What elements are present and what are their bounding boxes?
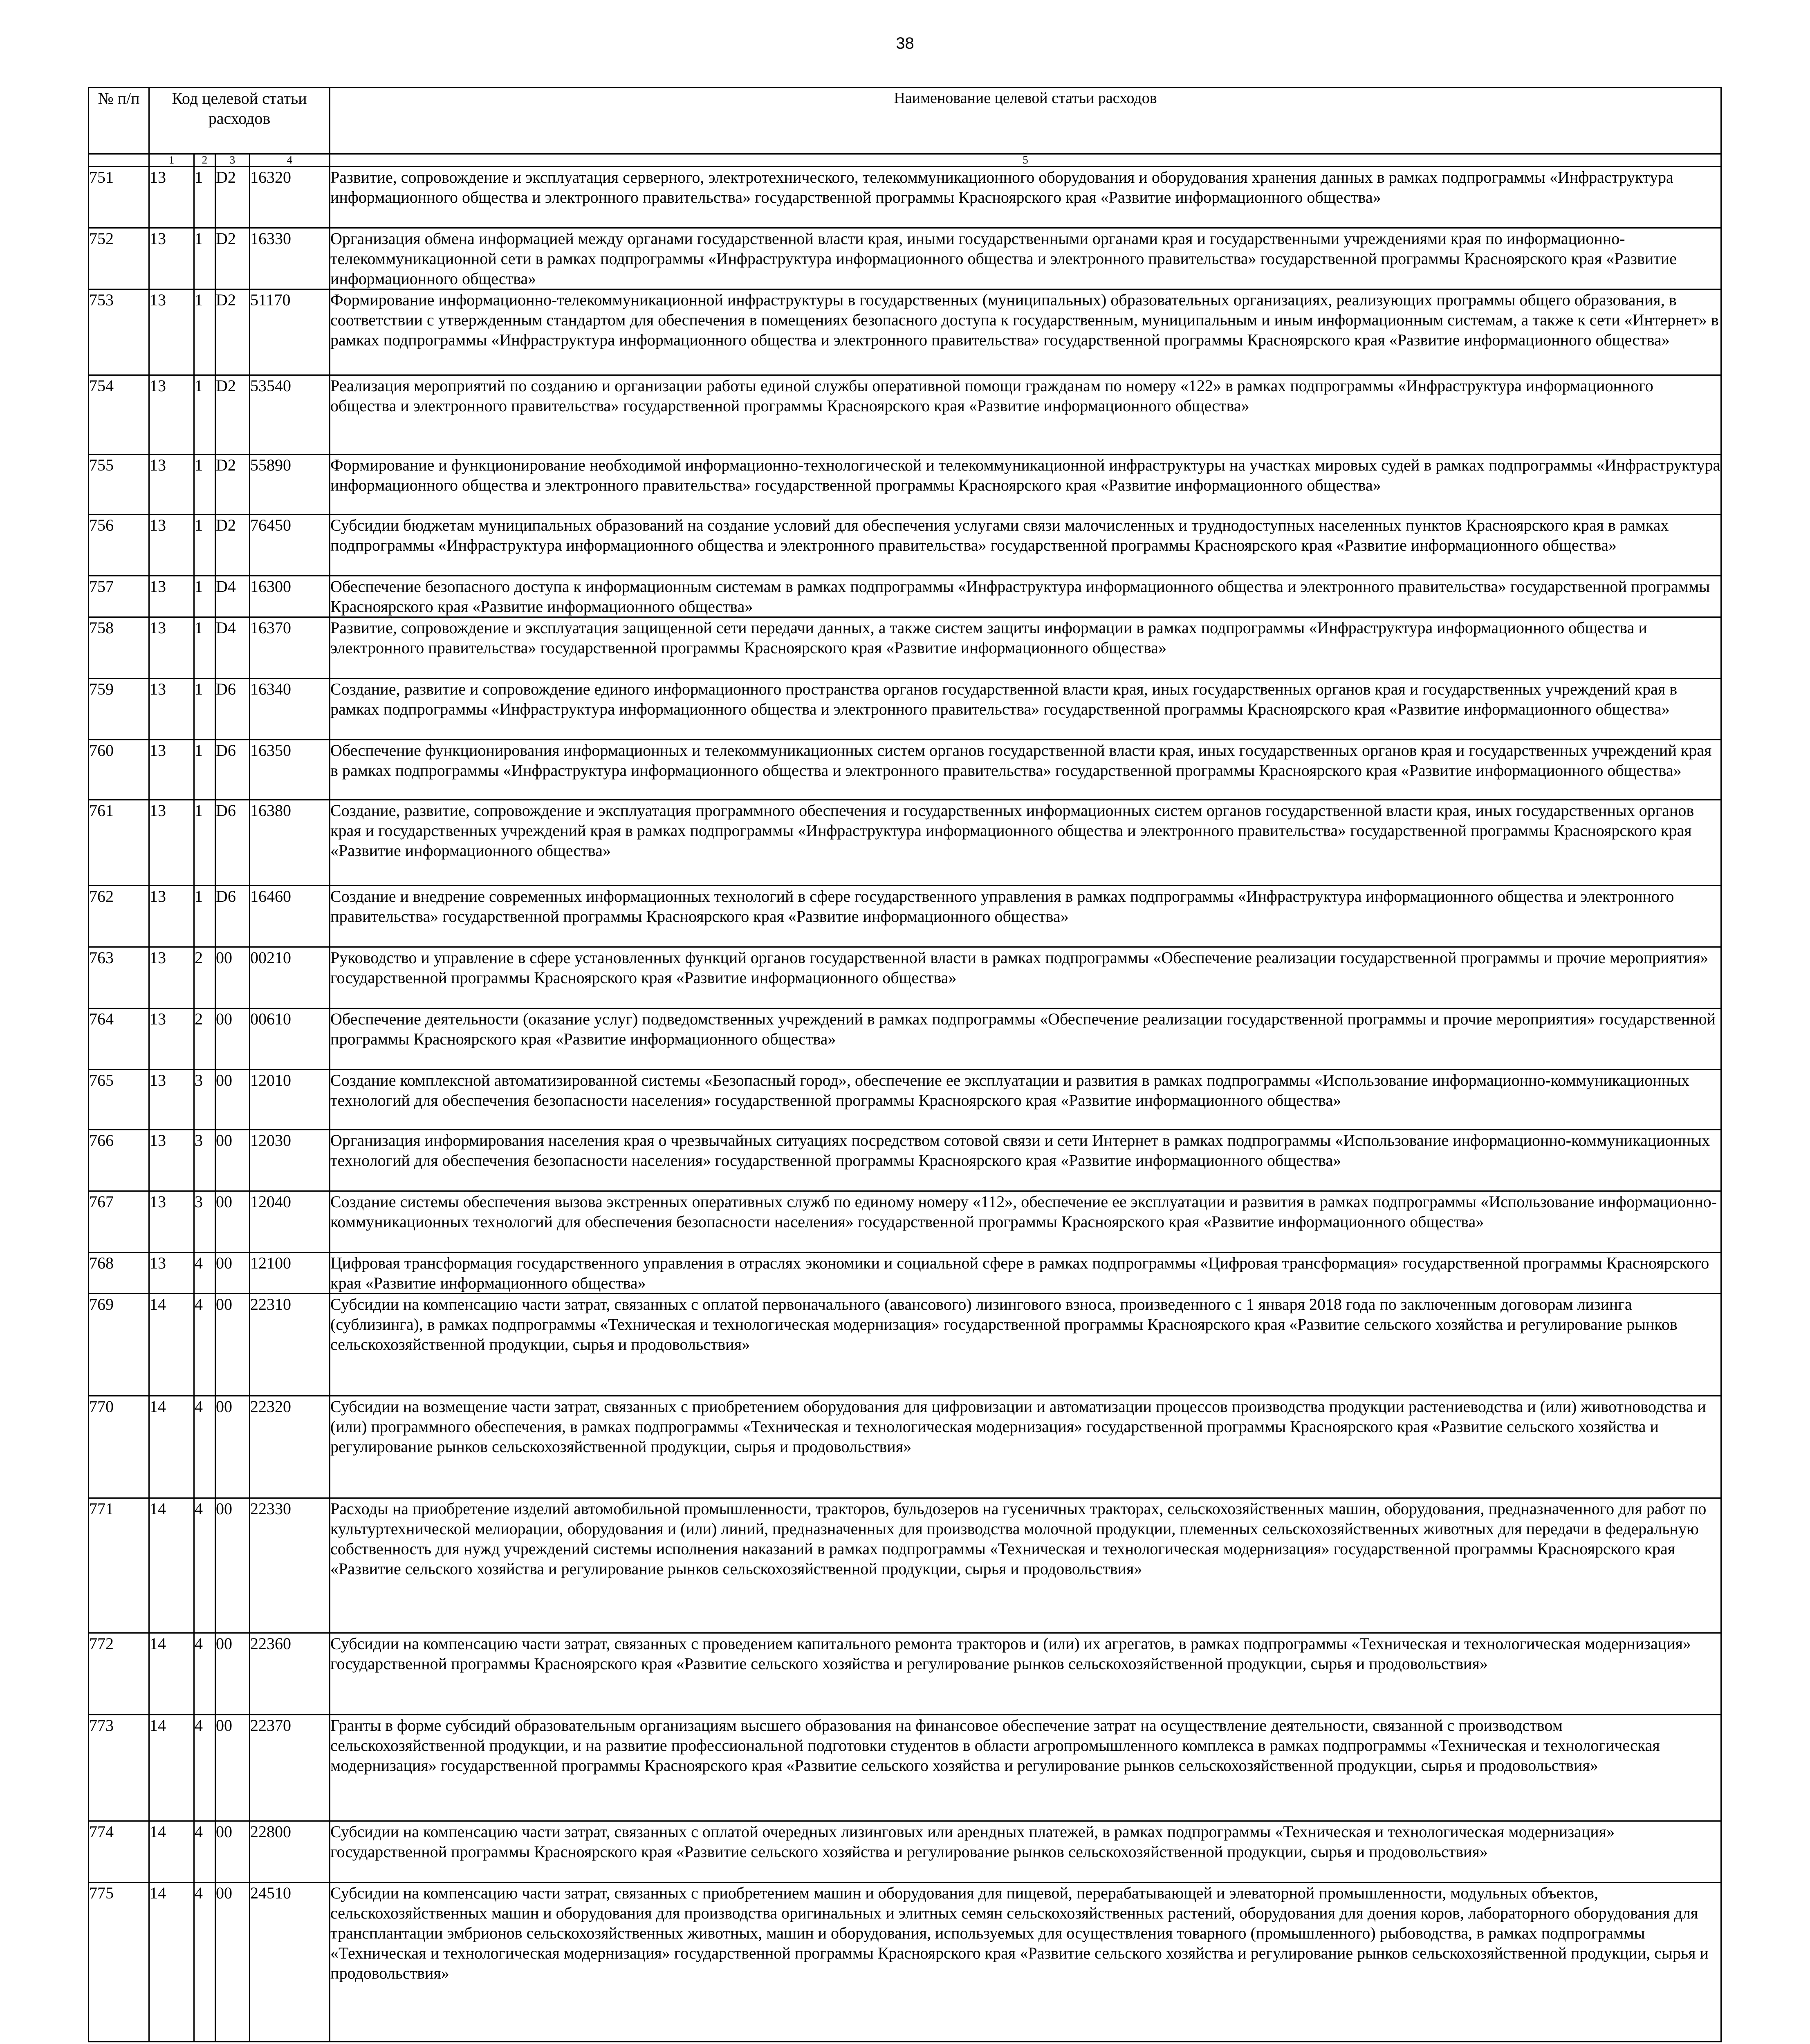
code-program: 14 xyxy=(149,1633,194,1715)
row-description: Реализация мероприятий по созданию и организации работы единой службы оперативной помощи гражданам по номеру «122» в рамках подпрограммы «Инфраструктура информационного общества и электронного правительства» государственной программы Красноярского края «Развитие информационного общества» xyxy=(330,375,1721,455)
code-program: 13 xyxy=(149,740,194,800)
row-description: Развитие, сопровождение и эксплуатация серверного, электротехнического, телекоммуникационного оборудования и оборудования хранения данных в рамках подпрограммы «Инфраструктура информационного общества и электронного правительства» государственной программы Красноярского края «Развитие информационного общества» xyxy=(330,167,1721,228)
code-program: 13 xyxy=(149,886,194,947)
code-program: 13 xyxy=(149,1009,194,1070)
code-direction: 00 xyxy=(215,1715,250,1821)
row-number: 755 xyxy=(89,455,149,515)
code-direction: 00 xyxy=(215,1070,250,1130)
code-subprogram: 2 xyxy=(194,1009,215,1070)
header-code: Код целевой статьи расходов xyxy=(149,88,330,154)
table-row xyxy=(89,800,1721,886)
code-program: 13 xyxy=(149,1253,194,1294)
code-program: 14 xyxy=(149,1821,194,1883)
code-subprogram: 3 xyxy=(194,1191,215,1253)
table-row xyxy=(89,617,1721,679)
row-description: Обеспечение функционирования информационных и телекоммуникационных систем органов государственной власти края, иных государственных органов края и государственных учреждений края в рамках подпрограммы «Инфраструктура информационного общества и электронного правительства» государственной программы Красноярского края «Развитие информационного общества» xyxy=(330,740,1721,800)
row-number: 772 xyxy=(89,1633,149,1715)
code-expense: 22800 xyxy=(250,1821,330,1883)
code-subprogram: 4 xyxy=(194,1633,215,1715)
row-description: Субсидии на компенсацию части затрат, связанных с оплатой очередных лизинговых или арендных платежей, в рамках подпрограммы «Техническая и технологическая модернизация» государственной программы Красноярского края «Развитие сельского хозяйства и регулирование рынков сельскохозяйственной продукции, сырья и продовольствия» xyxy=(330,1821,1721,1883)
row-description: Субсидии на компенсацию части затрат, связанных с оплатой первоначального (авансового) лизингового взноса, произведенного с 1 января 2018 года по заключенным договорам лизинга (сублизинга), в рамках подпрограммы «Техническая и технологическая модернизация» государственной программы Красноярского края «Развитие сельского хозяйства и регулирование рынков сельскохозяйственной продукции, сырья и продовольствия» xyxy=(330,1294,1721,1396)
code-program: 13 xyxy=(149,1191,194,1253)
code-subprogram: 1 xyxy=(194,740,215,800)
code-expense: 22360 xyxy=(250,1633,330,1715)
code-direction: D4 xyxy=(215,576,250,617)
budget-table xyxy=(88,87,1722,2042)
code-direction: D2 xyxy=(215,455,250,515)
row-number: 757 xyxy=(89,576,149,617)
table-row xyxy=(89,947,1721,1009)
code-direction: 00 xyxy=(215,1633,250,1715)
code-program: 13 xyxy=(149,679,194,740)
column-number-5: 5 xyxy=(330,154,1721,167)
row-number: 767 xyxy=(89,1191,149,1253)
row-number: 771 xyxy=(89,1498,149,1633)
code-expense: 00210 xyxy=(250,947,330,1009)
row-number: 754 xyxy=(89,375,149,455)
table-row xyxy=(89,515,1721,576)
code-direction: 00 xyxy=(215,1130,250,1191)
code-expense: 16330 xyxy=(250,228,330,289)
code-program: 13 xyxy=(149,289,194,375)
row-number: 758 xyxy=(89,617,149,679)
code-program: 13 xyxy=(149,455,194,515)
code-subprogram: 1 xyxy=(194,289,215,375)
code-expense: 51170 xyxy=(250,289,330,375)
code-direction: 00 xyxy=(215,1009,250,1070)
code-subprogram: 1 xyxy=(194,886,215,947)
table-row xyxy=(89,1191,1721,1253)
table-row xyxy=(89,1130,1721,1191)
code-subprogram: 3 xyxy=(194,1130,215,1191)
code-program: 14 xyxy=(149,1883,194,2042)
table-row xyxy=(89,1821,1721,1883)
code-expense: 76450 xyxy=(250,515,330,576)
code-subprogram: 1 xyxy=(194,375,215,455)
table-row xyxy=(89,679,1721,740)
table-row xyxy=(89,1498,1721,1633)
row-description: Расходы на приобретение изделий автомобильной промышленности, тракторов, бульдозеров на гусеничных тракторах, сельскохозяйственных машин, оборудования, предназначенного для работ по культуртехнической мелиорации, оборудования и (или) линий, предназначенных для производства молочной продукции, племенных сельскохозяйственных животных для передачи в федеральную собственность для нужд учреждений системы исполнения наказаний в рамках подпрограммы «Техническая и технологическая модернизация» государственной программы Красноярского края «Развитие сельского хозяйства и регулирование рынков сельскохозяйственной продукции, сырья и продовольствия» xyxy=(330,1498,1721,1633)
table-row xyxy=(89,1294,1721,1396)
row-number: 768 xyxy=(89,1253,149,1294)
code-expense: 12010 xyxy=(250,1070,330,1130)
row-description: Обеспечение деятельности (оказание услуг) подведомственных учреждений в рамках подпрограммы «Обеспечение реализации государственной программы и прочие мероприятия» государственной программы Красноярского края «Развитие информационного общества» xyxy=(330,1009,1721,1070)
code-direction: D2 xyxy=(215,167,250,228)
row-description: Создание, развитие и сопровождение единого информационного пространства органов государственной власти края, иных государственных органов края и государственных учреждений края в рамках подпрограммы «Инфраструктура информационного общества и электронного правительства» государственной программы Красноярского края «Развитие информационного общества» xyxy=(330,679,1721,740)
code-program: 13 xyxy=(149,947,194,1009)
table-row xyxy=(89,375,1721,455)
column-number-4: 4 xyxy=(250,154,330,167)
table-row xyxy=(89,576,1721,617)
code-expense: 24510 xyxy=(250,1883,330,2042)
code-program: 13 xyxy=(149,167,194,228)
code-expense: 53540 xyxy=(250,375,330,455)
row-number: 760 xyxy=(89,740,149,800)
code-subprogram: 4 xyxy=(194,1498,215,1633)
row-number: 775 xyxy=(89,1883,149,2042)
code-direction: 00 xyxy=(215,1191,250,1253)
row-number: 756 xyxy=(89,515,149,576)
code-direction: D6 xyxy=(215,740,250,800)
code-program: 13 xyxy=(149,228,194,289)
code-expense: 16350 xyxy=(250,740,330,800)
code-subprogram: 4 xyxy=(194,1396,215,1498)
code-program: 14 xyxy=(149,1498,194,1633)
table-row xyxy=(89,1070,1721,1130)
row-number: 753 xyxy=(89,289,149,375)
code-direction: 00 xyxy=(215,1821,250,1883)
row-description: Субсидии бюджетам муниципальных образований на создание условий для обеспечения услугами связи малочисленных и труднодоступных населенных пунктов Красноярского края в рамках подпрограммы «Инфраструктура информационного общества и электронного правительства» государственной программы Красноярского края «Развитие информационного общества» xyxy=(330,515,1721,576)
code-program: 14 xyxy=(149,1715,194,1821)
row-number: 773 xyxy=(89,1715,149,1821)
row-description: Формирование и функционирование необходимой информационно-технологической и телекоммуникационной инфраструктуры на участках мировых судей в рамках подпрограммы «Инфраструктура информационного общества и электронного правительства» государственной программы Красноярского края «Развитие информационного общества» xyxy=(330,455,1721,515)
table-row xyxy=(89,1396,1721,1498)
code-program: 13 xyxy=(149,515,194,576)
table-row xyxy=(89,228,1721,289)
code-program: 13 xyxy=(149,617,194,679)
code-program: 13 xyxy=(149,576,194,617)
code-subprogram: 3 xyxy=(194,1070,215,1130)
row-description: Создание и внедрение современных информационных технологий в сфере государственного управления в рамках подпрограммы «Инфраструктура информационного общества и электронного правительства» государственной программы Красноярского края «Развитие информационного общества» xyxy=(330,886,1721,947)
code-program: 13 xyxy=(149,1070,194,1130)
row-description: Развитие, сопровождение и эксплуатация защищенной сети передачи данных, а также систем защиты информации в рамках подпрограммы «Инфраструктура информационного общества и электронного правительства» государственной программы Красноярского края «Развитие информационного общества» xyxy=(330,617,1721,679)
table-row xyxy=(89,167,1721,228)
row-number: 765 xyxy=(89,1070,149,1130)
code-program: 14 xyxy=(149,1294,194,1396)
row-description: Создание системы обеспечения вызова экстренных оперативных служб по единому номеру «112», обеспечение ее эксплуатации и развития в рамках подпрограммы «Использование информационно-коммуникационных технологий для обеспечения безопасности населения» государственной программы Красноярского края «Развитие информационного общества» xyxy=(330,1191,1721,1253)
table-row xyxy=(89,1715,1721,1821)
code-subprogram: 1 xyxy=(194,455,215,515)
code-subprogram: 1 xyxy=(194,617,215,679)
code-expense: 16370 xyxy=(250,617,330,679)
code-expense: 12040 xyxy=(250,1191,330,1253)
code-direction: D6 xyxy=(215,886,250,947)
code-program: 13 xyxy=(149,375,194,455)
code-program: 14 xyxy=(149,1396,194,1498)
row-description: Субсидии на возмещение части затрат, связанных с приобретением оборудования для цифровизации и автоматизации процессов производства продукции растениеводства и (или) животноводства и (или) программного обеспечения, в рамках подпрограммы «Техническая и технологическая модернизация» государственной программы Красноярского края «Развитие сельского хозяйства и регулирование рынков сельскохозяйственной продукции, сырья и продовольствия» xyxy=(330,1396,1721,1498)
code-direction: D2 xyxy=(215,228,250,289)
row-number: 763 xyxy=(89,947,149,1009)
code-expense: 12030 xyxy=(250,1130,330,1191)
row-description: Обеспечение безопасного доступа к информационным системам в рамках подпрограммы «Инфраструктура информационного общества и электронного правительства» государственной программы Красноярского края «Развитие информационного общества» xyxy=(330,576,1721,617)
code-direction: 00 xyxy=(215,1498,250,1633)
code-direction: D4 xyxy=(215,617,250,679)
table-row xyxy=(89,740,1721,800)
code-expense: 16380 xyxy=(250,800,330,886)
row-number: 751 xyxy=(89,167,149,228)
table-row xyxy=(89,1009,1721,1070)
code-subprogram: 4 xyxy=(194,1253,215,1294)
table-row xyxy=(89,1633,1721,1715)
row-description: Формирование информационно-телекоммуникационной инфраструктуры в государственных (муниципальных) образовательных организациях, реализующих программы общего образования, в соответствии с утвержденным стандартом для обеспечения в помещениях безопасного доступа к государственным, муниципальным и иным информационным системам, а также к сети «Интернет» в рамках подпрограммы «Инфраструктура информационного общества и электронного правительства» государственной программы Красноярского края «Развитие информационного общества» xyxy=(330,289,1721,375)
row-description: Субсидии на компенсацию части затрат, связанных с приобретением машин и оборудования для пищевой, перерабатывающей и элеваторной промышленности, модульных объектов, сельскохозяйственных машин и оборудования для производства оригинальных и элитных семян сельскохозяйственных растений, оборудования для доения коров, лабораторного оборудования для трансплантации эмбрионов сельскохозяйственных животных, машин и оборудования, используемых для осуществления товарного (промышленного) рыбоводства, в рамках подпрограммы «Техническая и технологическая модернизация» государственной программы Красноярского края «Развитие сельского хозяйства и регулирование рынков сельскохозяйственной продукции, сырья и продовольствия» xyxy=(330,1883,1721,2042)
code-subprogram: 1 xyxy=(194,800,215,886)
code-direction: 00 xyxy=(215,947,250,1009)
code-expense: 22330 xyxy=(250,1498,330,1633)
row-number: 766 xyxy=(89,1130,149,1191)
code-expense: 12100 xyxy=(250,1253,330,1294)
code-expense: 22370 xyxy=(250,1715,330,1821)
code-program: 13 xyxy=(149,1130,194,1191)
code-expense: 00610 xyxy=(250,1009,330,1070)
row-number: 769 xyxy=(89,1294,149,1396)
row-description: Руководство и управление в сфере установленных функций органов государственной власти в рамках подпрограммы «Обеспечение реализации государственной программы и прочие мероприятия» государственной программы Красноярского края «Развитие информационного общества» xyxy=(330,947,1721,1009)
header-name: Наименование целевой статьи расходов xyxy=(330,88,1721,154)
code-expense: 16340 xyxy=(250,679,330,740)
code-expense: 16460 xyxy=(250,886,330,947)
code-subprogram: 1 xyxy=(194,228,215,289)
row-number: 761 xyxy=(89,800,149,886)
table-row xyxy=(89,1253,1721,1294)
code-subprogram: 4 xyxy=(194,1294,215,1396)
code-direction: 00 xyxy=(215,1396,250,1498)
row-number: 759 xyxy=(89,679,149,740)
row-number: 752 xyxy=(89,228,149,289)
code-expense: 22310 xyxy=(250,1294,330,1396)
table-row xyxy=(89,289,1721,375)
code-direction: D2 xyxy=(215,375,250,455)
table-row xyxy=(89,455,1721,515)
column-number-3: 3 xyxy=(215,154,250,167)
code-subprogram: 1 xyxy=(194,679,215,740)
code-subprogram: 1 xyxy=(194,515,215,576)
code-direction: D6 xyxy=(215,800,250,886)
row-number: 762 xyxy=(89,886,149,947)
code-subprogram: 4 xyxy=(194,1715,215,1821)
header-number: № п/п xyxy=(89,88,149,154)
row-number: 770 xyxy=(89,1396,149,1498)
code-expense: 22320 xyxy=(250,1396,330,1498)
row-number: 774 xyxy=(89,1821,149,1883)
code-subprogram: 2 xyxy=(194,947,215,1009)
code-subprogram: 1 xyxy=(194,576,215,617)
row-description: Субсидии на компенсацию части затрат, связанных с проведением капитального ремонта тракторов и (или) их агрегатов, в рамках подпрограммы «Техническая и технологическая модернизация» государственной программы Красноярского края «Развитие сельского хозяйства и регулирование рынков сельскохозяйственной продукции, сырья и продовольствия» xyxy=(330,1633,1721,1715)
row-description: Создание, развитие, сопровождение и эксплуатация программного обеспечения и государственных информационных систем органов государственной власти края, иных государственных органов края и государственных учреждений края в рамках подпрограммы «Инфраструктура информационного общества и электронного правительства» государственной программы Красноярского края «Развитие информационного общества» xyxy=(330,800,1721,886)
code-subprogram: 4 xyxy=(194,1883,215,2042)
code-direction: 00 xyxy=(215,1883,250,2042)
table-row xyxy=(89,886,1721,947)
column-number-1: 1 xyxy=(149,154,194,167)
code-program: 13 xyxy=(149,800,194,886)
code-direction: 00 xyxy=(215,1253,250,1294)
row-description: Цифровая трансформация государственного управления в отраслях экономики и социальной сфере в рамках подпрограммы «Цифровая трансформация» государственной программы Красноярского края «Развитие информационного общества» xyxy=(330,1253,1721,1294)
code-direction: D6 xyxy=(215,679,250,740)
row-description: Организация обмена информацией между органами государственной власти края, иными государственными органами края и государственными учреждениями края по информационно-телекоммуникационной сети в рамках подпрограммы «Инфраструктура информационного общества и электронного правительства» государственной программы Красноярского края «Развитие информационного общества» xyxy=(330,228,1721,289)
row-description: Организация информирования населения края о чрезвычайных ситуациях посредством сотовой связи и сети Интернет в рамках подпрограммы «Использование информационно-коммуникационных технологий для обеспечения безопасности населения» государственной программы Красноярского края «Развитие информационного общества» xyxy=(330,1130,1721,1191)
row-description: Гранты в форме субсидий образовательным организациям высшего образования на финансовое обеспечение затрат на осуществление деятельности, связанной с производством сельскохозяйственной продукции, и на развитие профессиональной подготовки студентов в области агропромышленного комплекса в рамках подпрограммы «Техническая и технологическая модернизация» государственной программы Красноярского края «Развитие сельского хозяйства и регулирование рынков сельскохозяйственной продукции, сырья и продовольствия» xyxy=(330,1715,1721,1821)
column-number-2: 2 xyxy=(194,154,215,167)
code-direction: 00 xyxy=(215,1294,250,1396)
code-subprogram: 4 xyxy=(194,1821,215,1883)
code-expense: 16320 xyxy=(250,167,330,228)
code-subprogram: 1 xyxy=(194,167,215,228)
row-number: 764 xyxy=(89,1009,149,1070)
code-expense: 16300 xyxy=(250,576,330,617)
row-description: Создание комплексной автоматизированной системы «Безопасный город», обеспечение ее эксплуатации и развития в рамках подпрограммы «Использование информационно-коммуникационных технологий для обеспечения безопасности населения» государственной программы Красноярского края «Развитие информационного общества» xyxy=(330,1070,1721,1130)
page-number: 38 xyxy=(896,34,914,52)
table-row xyxy=(89,1883,1721,2042)
code-direction: D2 xyxy=(215,515,250,576)
code-direction: D2 xyxy=(215,289,250,375)
code-expense: 55890 xyxy=(250,455,330,515)
